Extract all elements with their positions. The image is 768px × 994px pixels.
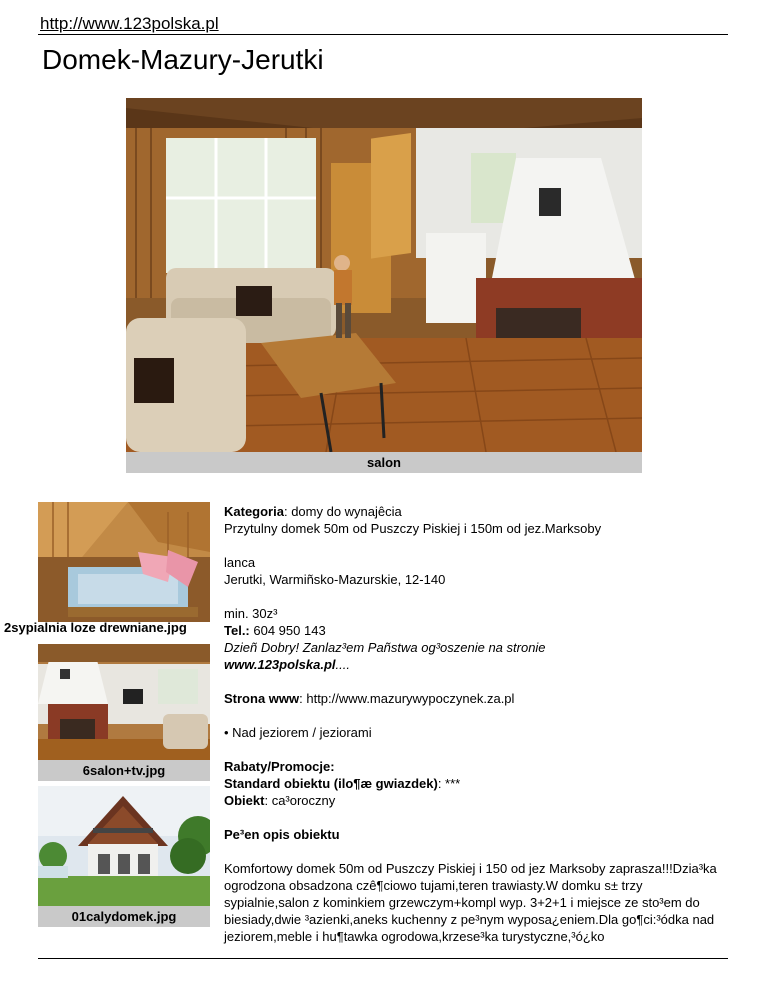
phone-value: 604 950 143 — [249, 623, 326, 638]
full-description-label: Pe³en opis obiektu — [224, 827, 340, 842]
phone-line — [224, 622, 724, 639]
promotions-label: Rabaty/Promocje: — [224, 759, 335, 774]
main-photo-living-room — [126, 98, 642, 452]
greeting-text: Dzieñ Dobry! Zanlaz³em Pañstwa og³oszenie na stronie — [224, 640, 546, 655]
main-photo-caption: salon — [126, 452, 642, 473]
thumbnail-salon-tv[interactable] — [38, 644, 210, 762]
standard-line — [224, 775, 724, 792]
website-value[interactable]: : http://www.mazurywypoczynek.za.pl — [299, 691, 515, 706]
price: min. 30z³ — [224, 606, 278, 621]
category-label: Kategoria — [224, 504, 284, 519]
object-label: Obiekt — [224, 793, 265, 808]
listing-details — [224, 503, 724, 945]
full-description-text: Komfortowy domek 50m od Puszczy Piskiej i 150 od jez Marksoby zaprasza!!!Dzia³ka ogrodzona obsadzona czê¶ciowo tujami,teren trawiasty.W domku s± trzy sypialnie,salon z kominkiem grzewczym+kompl wyp. 3+2+1 i miejsce ze sto³em do biesiady,dwie ³azienki,aneks kuchenny z pe³nym wyposa¿eniem.Dla go¶ci:³ódka nad jeziorem,meble i hu¶tawka ogrodowa,krzese³ka turystyczne,³ó¿ko — [224, 861, 717, 944]
thumbnail-whole-house-caption: 01calydomek.jpg — [38, 906, 210, 927]
greeting-tail: .... — [335, 657, 350, 672]
thumbnail-salon-tv-caption: 6salon+tv.jpg — [38, 760, 210, 781]
footer-divider — [38, 958, 728, 959]
standard-label: Standard obiektu (ilo¶æ gwiazdek) — [224, 776, 438, 791]
greeting-site-line — [224, 656, 724, 673]
thumbnail-whole-house[interactable] — [38, 786, 210, 906]
header-divider — [38, 34, 728, 35]
greeting-site: www.123polska.pl — [224, 657, 336, 672]
object-line — [224, 792, 724, 809]
category-line — [224, 503, 724, 520]
thumbnail-bedroom-caption: 2sypialnia loze drewniane.jpg — [4, 620, 187, 635]
category-value: : domy do wynajêcia — [283, 504, 402, 519]
website-line — [224, 690, 724, 707]
feature-item: • Nad jeziorem / jeziorami — [224, 725, 372, 740]
standard-value: : *** — [437, 776, 461, 791]
phone-label: Tel.: — [224, 623, 250, 638]
intro-text: Przytulny domek 50m od Puszczy Piskiej i 150m od jez.Marksoby — [224, 521, 602, 536]
object-value: : ca³oroczny — [264, 793, 336, 808]
website-label: Strona www — [224, 691, 300, 706]
contact-name: lanca — [224, 555, 256, 570]
page-title: Domek-Mazury-Jerutki — [42, 44, 324, 75]
address: Jerutki, Warmiñsko-Mazurskie, 12-140 — [224, 572, 446, 587]
thumbnail-bedroom[interactable] — [38, 502, 210, 622]
site-url-link[interactable]: http://www.123polska.pl — [40, 14, 219, 33]
